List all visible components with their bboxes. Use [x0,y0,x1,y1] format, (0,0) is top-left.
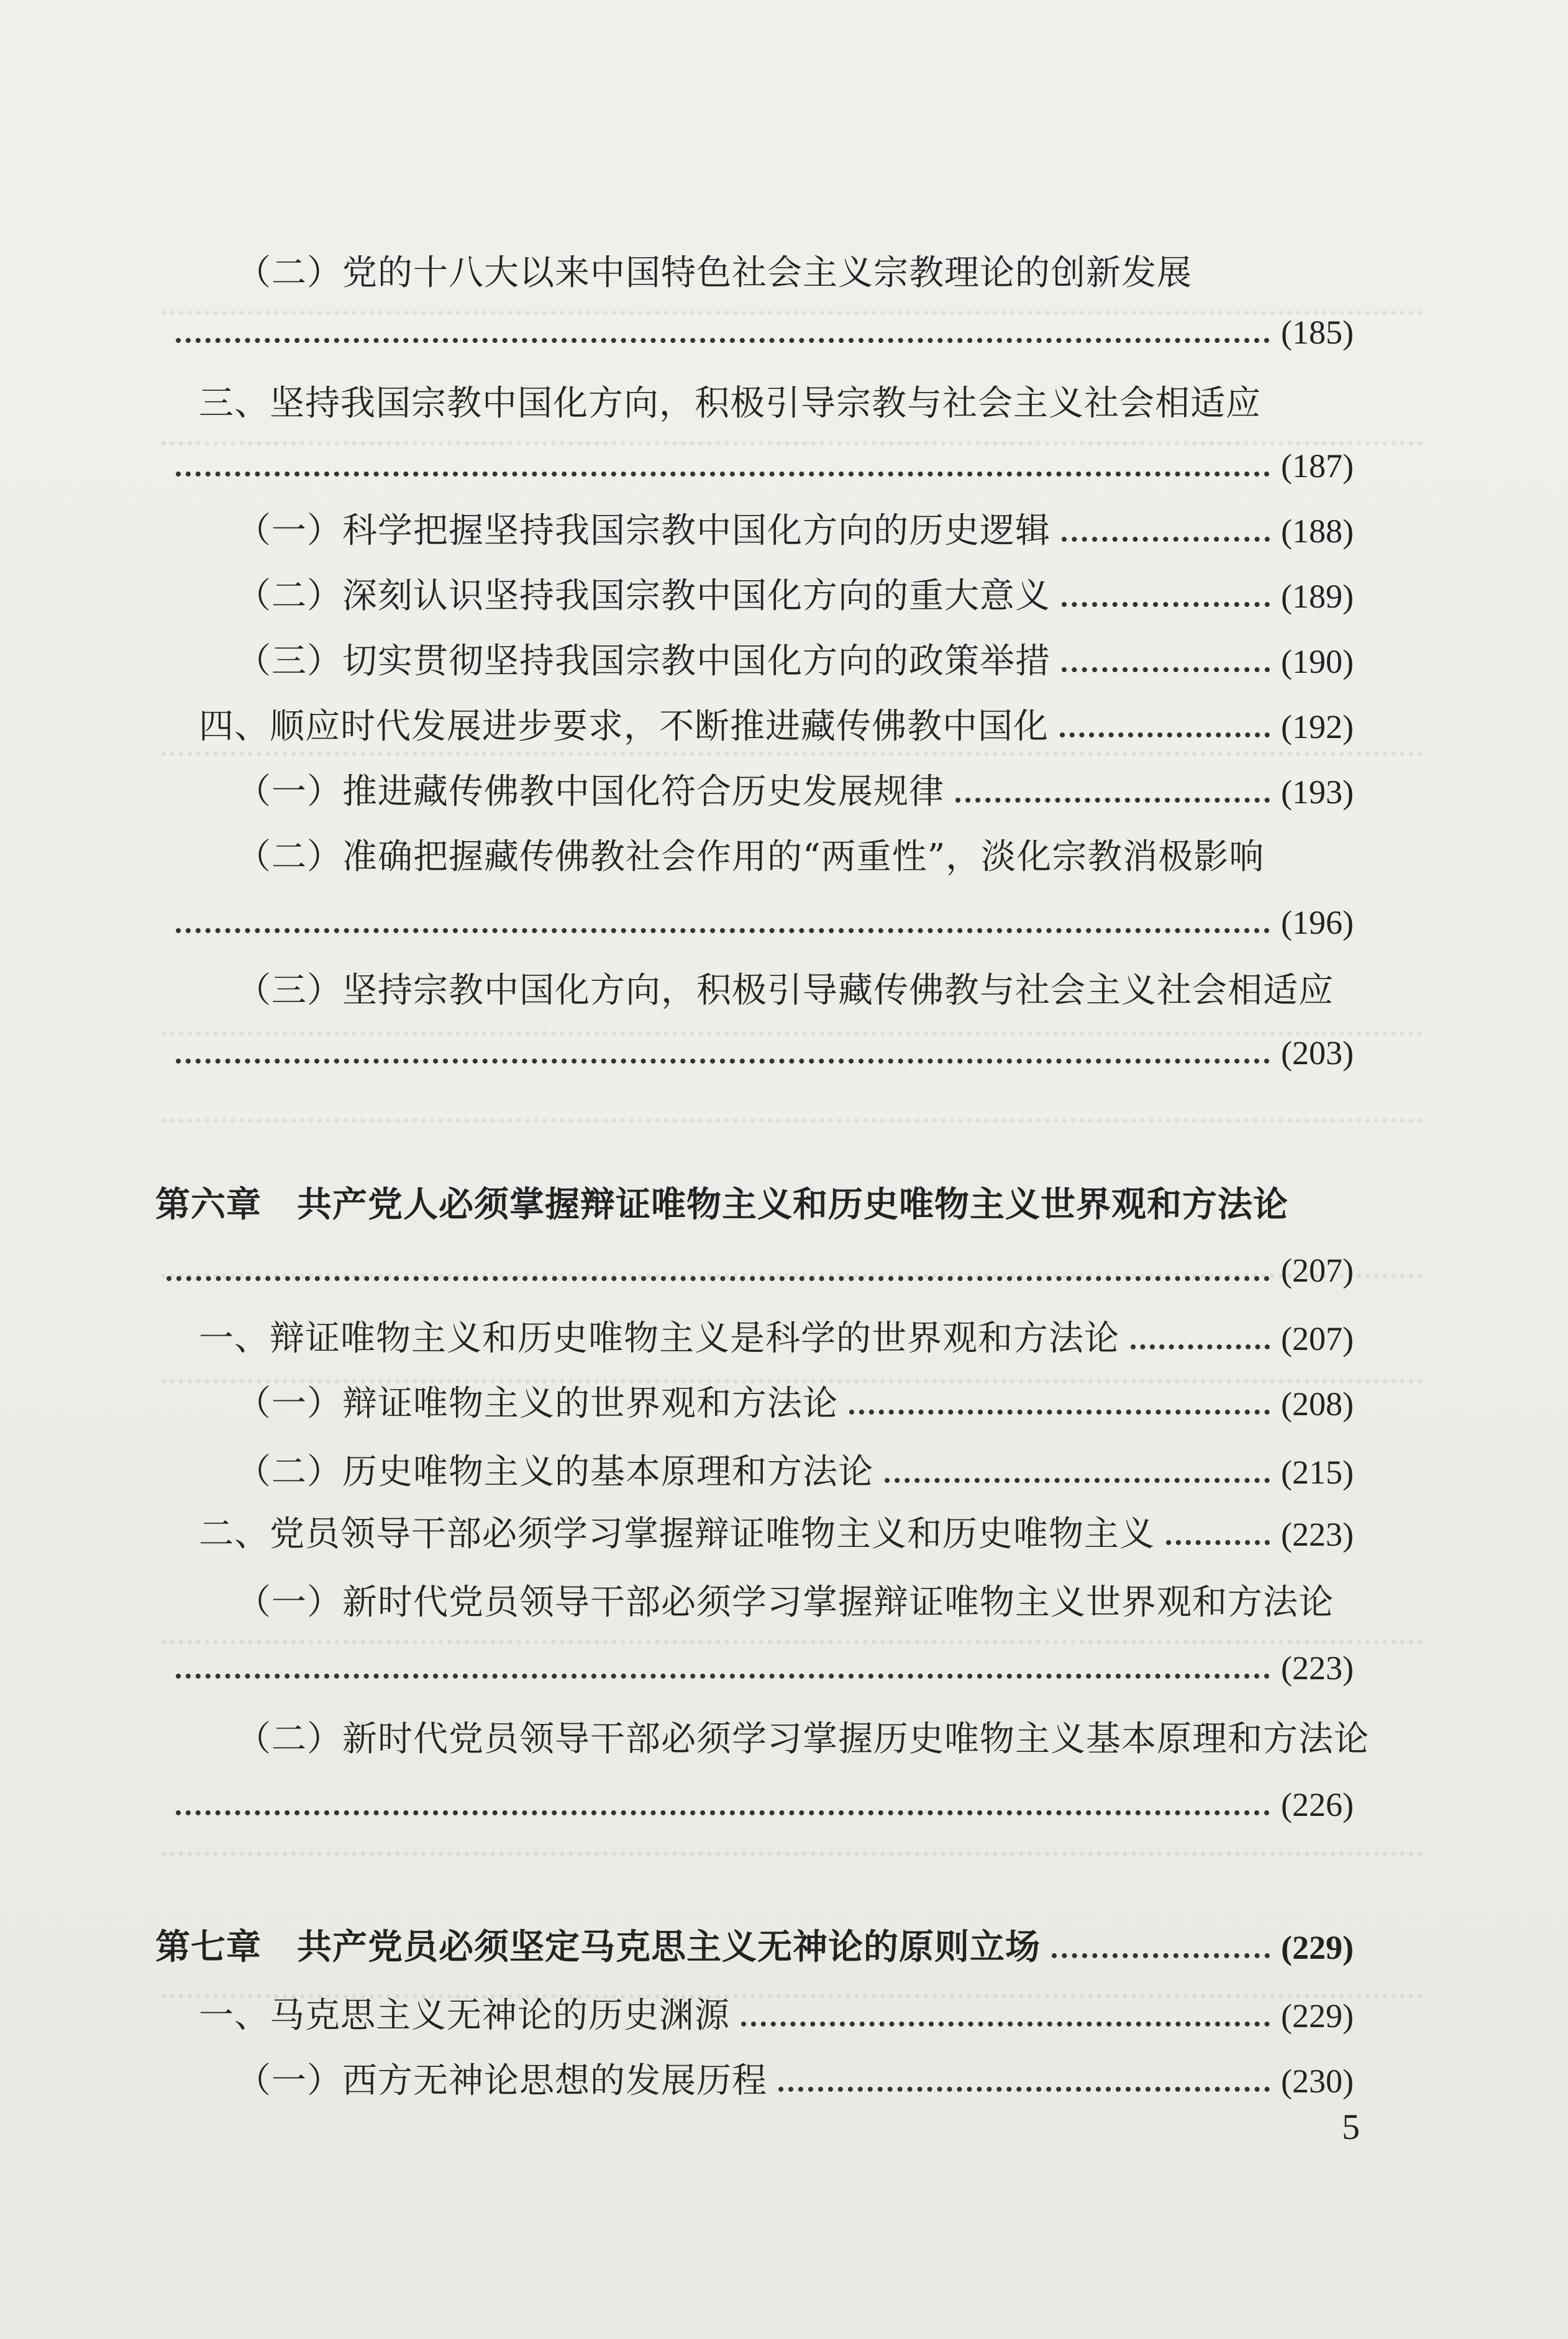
toc-page-ref: (230) [1281,2063,1354,2100]
toc-page-ref: (196) [1281,904,1354,941]
dot-leader [176,470,1270,476]
toc-entry-title: 二、党员领导干部必须学习掌握辩证唯物主义和历史唯物主义 [199,1514,1155,1554]
toc-entry-title: （一）西方无神论思想的发展历程 [236,2061,767,2101]
toc-entry[interactable] [236,823,1406,879]
toc-page-ref: (207) [1281,1320,1354,1357]
toc-page-ref: (192) [1281,708,1354,745]
toc-entry[interactable] [199,1500,1354,1556]
toc-page-ref: (229) [1281,1929,1354,1966]
toc-entry[interactable] [236,1705,1431,1761]
dot-leader [176,1809,1270,1815]
toc-chapter-title: 第七章 共产党员必须坚定马克思主义无神论的原则立场 [155,1927,1041,1967]
toc-entry[interactable] [236,497,1354,553]
dot-leader [1060,731,1270,737]
dot-leader [1062,601,1270,607]
toc-page-ref: (189) [1281,578,1354,615]
toc-entry-title: 一、马克思主义无神论的历史渊源 [199,1995,730,2036]
toc-entry[interactable] [236,627,1354,683]
toc-entry-title: 四、顺应时代发展进步要求，不断推进藏传佛教中国化 [199,706,1049,747]
toc-page-ref: (193) [1281,773,1354,811]
toc-entry[interactable] [199,1305,1354,1361]
toc-entry-title: （三）切实贯彻坚持我国宗教中国化方向的政策举措 [236,641,1051,682]
toc-entry-title: （二）深刻认识坚持我国宗教中国化方向的重大意义 [236,576,1051,616]
toc-page-ref: (223) [1281,1649,1354,1687]
toc-chapter[interactable] [155,1913,1354,1969]
toc-entry[interactable] [199,370,1425,426]
toc-page-ref: (187) [1281,447,1354,485]
toc-page-ref: (229) [1281,1997,1354,2035]
toc-entry[interactable] [236,957,1425,1013]
dot-leader [176,1057,1270,1064]
dot-leader [1166,1539,1270,1545]
toc-page-ref: (223) [1281,1516,1354,1553]
toc-entry[interactable] [236,239,1394,295]
dot-leader [885,1477,1270,1483]
toc-entry-continuation[interactable] [165,888,1354,944]
dot-leader [955,796,1270,803]
page-number: 5 [1342,2107,1360,2147]
toc-entry[interactable] [236,1370,1354,1426]
toc-entry-continuation[interactable] [165,1019,1354,1075]
toc-entry-continuation[interactable] [165,1634,1354,1690]
toc-entry-title: （三）坚持宗教中国化方向，积极引导藏传佛教与社会主义社会相适应 [236,970,1334,1011]
toc-chapter-title: 第六章 共产党人必须掌握辩证唯物主义和历史唯物主义世界观和方法论 [155,1185,1288,1225]
dot-leader [778,2086,1270,2092]
dot-leader [176,927,1270,933]
toc-entry-title: （一）推进藏传佛教中国化符合历史发展规律 [236,772,944,812]
toc-entry[interactable] [236,1438,1354,1494]
toc-entry[interactable] [236,2047,1354,2103]
toc-entry-title: （一）新时代党员领导干部必须学习掌握辩证唯物主义世界观和方法论 [236,1582,1334,1623]
toc-entry-title: （二）党的十八大以来中国特色社会主义宗教理论的创新发展 [236,253,1192,293]
toc-page-ref: (190) [1281,643,1354,680]
toc-entry-title: 一、辩证唯物主义和历史唯物主义是科学的世界观和方法论 [199,1318,1119,1359]
toc-entry-title: （二）准确把握藏传佛教社会作用的“两重性”，淡化宗教消极影响 [236,837,1265,877]
toc-entry-continuation[interactable] [165,432,1354,488]
toc-entry[interactable] [199,1982,1354,2038]
dot-leader [176,1672,1270,1679]
dot-leader [1062,666,1270,672]
toc-entry-continuation[interactable] [165,1771,1354,1826]
toc-page-ref: (226) [1281,1786,1354,1823]
dot-leader [741,2020,1270,2027]
toc-chapter[interactable] [155,1171,1431,1227]
toc-page-ref: (188) [1281,513,1354,550]
toc-entry-continuation[interactable] [165,298,1354,354]
dot-leader [1052,1952,1270,1958]
toc-page-ref: (203) [1281,1034,1354,1072]
dot-leader [176,337,1270,343]
toc-entry[interactable] [236,562,1354,618]
toc-entry-title: （二）新时代党员领导干部必须学习掌握历史唯物主义基本原理和方法论 [236,1719,1369,1759]
dot-leader [1131,1343,1270,1349]
toc-page-ref: (207) [1281,1252,1354,1289]
toc-page-ref: (215) [1281,1454,1354,1491]
toc-entry[interactable] [236,758,1354,814]
toc-entry-title: 三、坚持我国宗教中国化方向，积极引导宗教与社会主义社会相适应 [199,383,1261,424]
dot-leader [166,1275,1270,1281]
toc-entry[interactable] [236,1569,1431,1625]
toc-entry-title: （一）科学把握坚持我国宗教中国化方向的历史逻辑 [236,511,1051,551]
toc-entry[interactable] [199,693,1354,749]
dot-leader [1062,536,1270,542]
dot-leader [849,1408,1270,1415]
toc-entry-continuation[interactable] [155,1236,1354,1292]
toc-entry-title: （二）历史唯物主义的基本原理和方法论 [236,1452,873,1492]
toc-entry-title: （一）辩证唯物主义的世界观和方法论 [236,1384,838,1424]
toc-page-ref: (185) [1281,314,1354,351]
toc-page-ref: (208) [1281,1385,1354,1423]
